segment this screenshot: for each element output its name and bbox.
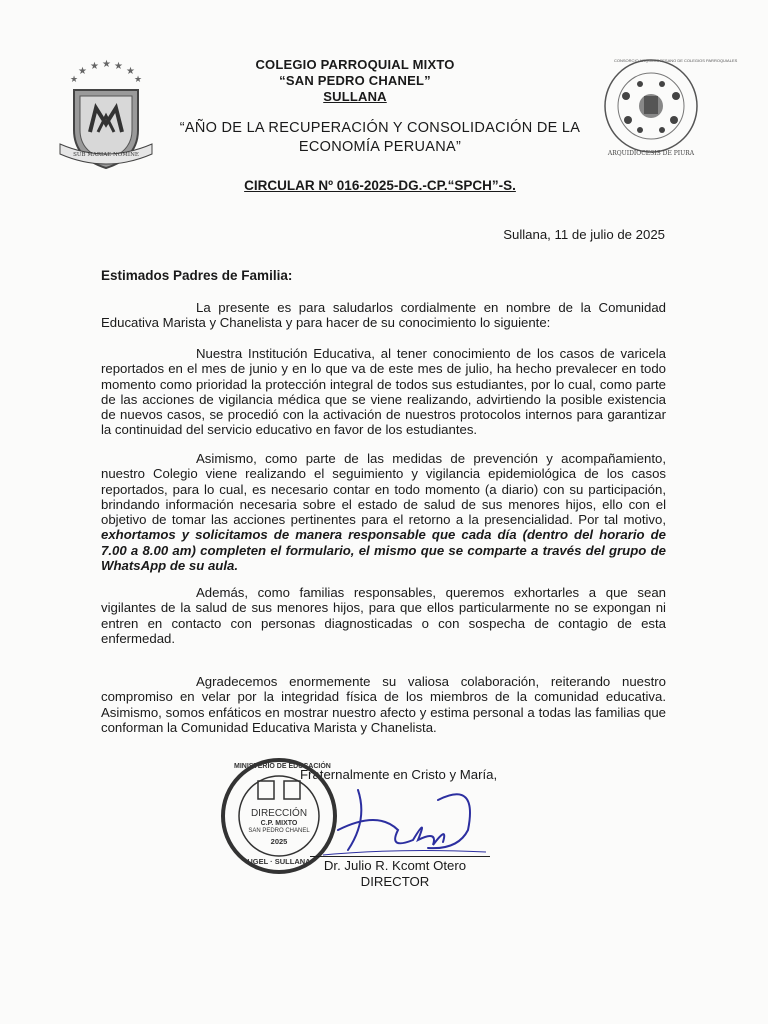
paragraph-3-text: Asimismo, como parte de las medidas de prevención y acompañamiento, nuestro Colegio viene realizando el seguimiento y vigilancia epidemiológica de los casos reportados, para lo cual, es necesario contar en todo momento (a diario) con su participación, brindando información necesaria sobre el estado de salud de sus menores hijos, ello con el objetivo de tomar las acciones pertinentes para el retorno a la presencialidad. Por tal motivo, (101, 451, 666, 528)
paragraph-2: Nuestra Institución Educativa, al tener conocimiento de los casos de varicela reportados en el mes de junio y en lo que va de este mes de julio, ha hecho prevalecer en todo momento como prioridad la protección integral de todos sus estudiantes, por lo cual, como parte de las acciones de vigilancia médica que se viene realizando, advirtiendo la posible existencia de nuevos casos, se procedió con la activación de nuestros protocolos internos para garantizar la continuidad del servicio educativo en favor de los estudiantes. (101, 346, 666, 438)
paragraph-5: Agradecemos enormemente su valiosa colaboración, reiterando nuestro compromiso en velar por la integridad física de los miembros de la comunidad educativa. Asimismo, somos enfáticos en mostrar nuestro afecto y estima personal a todas las familias que conforman la Comunidad Educativa Marista y Chanelista. (101, 674, 666, 735)
svg-text:★: ★ (78, 66, 87, 77)
paragraph-3-emphasis: exhortamos y solicitamos de manera responsable que cada día (dentro del horario de 7.00 a 8.00 am) completen el formulario, el mismo que se comparte a través del grupo de WhatsApp de su aula. (101, 527, 666, 574)
stamp-ring-text: MINISTERIO DE EDUCACIÓN (234, 763, 331, 770)
crest-motto: SUB MARIAE NOMINE (73, 152, 139, 158)
paragraph-3 (101, 451, 666, 573)
stamp-line-2: C.P. MIXTO (260, 820, 298, 827)
paragraph-4: Además, como familias responsables, queremos exhortarles a que sean vigilantes de la salud de sus menores hijos, para que ellos particularmente no se expongan ni entren en contacto con personas diagnosticadas o con sospecha de contagio de esta enfermedad. (101, 585, 666, 646)
signer-title: DIRECTOR (360, 874, 430, 889)
signer-name: Dr. Julio R. Kcomt Otero (323, 858, 467, 873)
signature-line (310, 856, 490, 857)
paragraph-1: La presente es para saludarlos cordialmente en nombre de la Comunidad Educativa Marista y Chanelista y para hacer de su conocimiento lo siguiente: (101, 300, 666, 331)
consortium-seal-logo (596, 56, 738, 166)
date-line: Sullana, 11 de julio de 2025 (503, 227, 665, 242)
svg-text:★: ★ (126, 66, 135, 77)
school-city: SULLANA (323, 89, 387, 104)
year-motto-line2: ECONOMÍA PERUANA” (298, 139, 462, 155)
svg-text:★: ★ (102, 59, 111, 70)
handwritten-signature (318, 770, 488, 865)
year-motto-line1: “AÑO DE LA RECUPERACIÓN Y CONSOLIDACIÓN DE LA (179, 120, 581, 136)
school-name-line2: “SAN PEDRO CHANEL” (279, 73, 431, 88)
stamp-line-4: 2025 (270, 837, 288, 846)
salutation: Estimados Padres de Familia: (101, 268, 293, 283)
school-name-line1: COLEGIO PARROQUIAL MIXTO (255, 57, 455, 72)
circular-title: CIRCULAR Nº 016-2025-DG.-CP.“SPCH”-S. (244, 178, 516, 193)
school-crest-logo (56, 60, 156, 175)
svg-text:★: ★ (70, 75, 79, 85)
seal-bottom-text: ARQUIDIOCESIS DE PIURA (607, 150, 695, 157)
svg-text:★: ★ (134, 75, 143, 85)
stamp-line-1: DIRECCIÓN (250, 808, 308, 819)
svg-text:★: ★ (114, 61, 123, 72)
svg-text:★: ★ (90, 61, 99, 72)
stamp-line-3: SAN PEDRO CHANEL (248, 828, 310, 834)
seal-ring-text: CONSORCIO ARQUIDIOCESANO DE COLEGIOS PARROQUIALES (614, 58, 738, 63)
closing-line: Fraternalmente en Cristo y María, (300, 767, 498, 782)
stamp-bottom-text: UGEL · SULLANA (247, 857, 311, 866)
